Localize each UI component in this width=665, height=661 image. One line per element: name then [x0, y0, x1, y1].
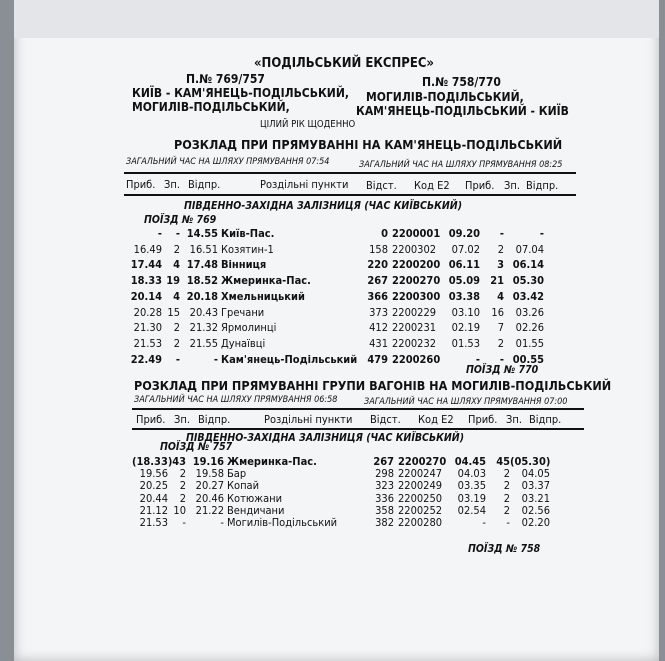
cell-stop2: 16	[491, 305, 504, 319]
cell-dist: 158	[369, 242, 388, 256]
cell-stop: 10	[173, 503, 186, 517]
cell-dist: 323	[375, 479, 394, 493]
table-row	[14, 243, 659, 256]
cell-stop: -	[182, 516, 186, 529]
table-row	[14, 479, 659, 492]
cell-arr: 22.49	[130, 352, 162, 366]
col-stop-return: Зп.	[504, 179, 520, 192]
section2-title: РОЗКЛАД ПРИ ПРЯМУВАННІ ГРУПИ ВАГОНІВ НА МОГИЛІВ-ПОДІЛЬСЬКИЙ	[134, 378, 612, 393]
cell-dist: 412	[369, 321, 388, 335]
cell-stop2: 7	[497, 321, 504, 335]
cell-dep: 20.43	[189, 305, 218, 319]
section1-title: РОЗКЛАД ПРИ ПРЯМУВАННІ НА КАМ'ЯНЕЦЬ-ПОДІЛЬСЬКИЙ	[174, 137, 563, 152]
cell-code: 2200280	[398, 516, 443, 529]
cell-arr2: 03.35	[457, 479, 486, 493]
cell-dep: 14.55	[186, 227, 218, 240]
section2-train-bottom: ПОЇЗД № 758	[468, 543, 541, 555]
cell-dist: 0	[381, 227, 388, 240]
cell-code: 2200247	[398, 467, 443, 481]
col-arrival: Приб.	[136, 413, 166, 426]
cell-dep2: 06.14	[512, 258, 544, 272]
cell-dep: -	[213, 352, 218, 366]
table-row	[14, 467, 659, 480]
cell-dep: 16.51	[189, 242, 218, 256]
right-route-line-2: КАМ'ЯНЕЦЬ-ПОДІЛЬСЬКИЙ - КИЇВ	[356, 104, 569, 118]
cell-arr2: 04.03	[457, 467, 486, 481]
table-row	[14, 337, 659, 350]
cell-dep2: 03.37	[521, 479, 550, 493]
cell-station: Копай	[227, 479, 260, 493]
cell-arr2: 04.45	[454, 455, 486, 468]
cell-arr2: 02.54	[457, 503, 486, 517]
table-row	[14, 290, 659, 303]
cell-arr: 16.49	[133, 242, 162, 256]
cell-dist: 267	[367, 274, 388, 288]
page-top-shading	[14, 0, 659, 38]
cell-arr: 18.33	[130, 274, 162, 288]
cell-arr: 21.12	[139, 503, 168, 517]
cell-station: Козятин-1	[221, 242, 274, 256]
cell-stop2: 3	[497, 258, 504, 272]
cell-stop2: 2	[503, 503, 510, 517]
cell-stop: 2	[173, 336, 180, 350]
cell-stop2: 2	[497, 336, 504, 350]
section1-header-bottom-rule	[124, 194, 576, 196]
cell-dep: 18.52	[186, 274, 218, 288]
cell-stop: 2	[179, 479, 186, 493]
col-code: Код Е2	[418, 413, 454, 426]
cell-station: Могилів-Подільський	[227, 516, 338, 529]
cell-dep2: 05.30	[512, 274, 544, 288]
table-row	[14, 274, 659, 287]
cell-arr: (18.33)	[132, 455, 173, 468]
cell-station: Кам'янець-Подільський	[221, 352, 358, 366]
schedule-page	[14, 0, 659, 661]
cell-code: 2200231	[392, 321, 437, 335]
cell-arr2: 03.19	[457, 491, 486, 505]
cell-arr2: 06.11	[448, 258, 480, 272]
cell-station: Вендичани	[227, 503, 285, 517]
right-train-number: П.№ 758/770	[422, 75, 501, 89]
cell-station: Ярмолинці	[221, 321, 277, 335]
cell-dist: 373	[369, 305, 388, 319]
col-distance: Відст.	[366, 179, 397, 192]
table-row	[14, 492, 659, 505]
cell-stop: -	[175, 352, 180, 366]
cell-dep2: 07.04	[515, 242, 544, 256]
section1-railway: ПІВДЕННО-ЗАХІДНА ЗАЛІЗНИЦЯ (ЧАС КИЇВСЬКИЙ)	[184, 200, 463, 212]
cell-dep2: 00.55	[512, 352, 544, 366]
cell-station: Котюжани	[227, 491, 283, 505]
cell-stop2: 2	[503, 491, 510, 505]
cell-station: Хмельницький	[221, 289, 305, 303]
cell-stop2: 2	[497, 242, 504, 256]
col-stop: Зп.	[164, 178, 180, 191]
left-train-number: П.№ 769/757	[186, 72, 265, 86]
cell-dep: 20.27	[195, 479, 224, 493]
cell-arr2: -	[482, 516, 486, 529]
section1-right-total: ЗАГАЛЬНИЙ ЧАС НА ШЛЯХУ ПРЯМУВАННЯ 08:25	[359, 160, 563, 170]
cell-dep2: 02.56	[521, 503, 550, 517]
cell-stop: 19	[166, 274, 180, 288]
col-stop-return: Зп.	[506, 413, 522, 426]
table-row	[14, 321, 659, 334]
cell-arr: 21.53	[133, 336, 162, 350]
cell-code: 2200250	[398, 491, 443, 505]
cell-dep2: 03.42	[512, 289, 544, 303]
cell-arr2: 01.53	[451, 336, 480, 350]
cell-stop2: 2	[503, 467, 510, 481]
section1-train-top: ПОЇЗД № 769	[144, 214, 217, 226]
cell-code: 2200260	[392, 352, 441, 366]
cell-dist: 298	[375, 467, 394, 481]
cell-dist: 220	[367, 258, 388, 272]
col-departure-return: Відпр.	[529, 413, 562, 426]
right-route-line-1: МОГИЛІВ-ПОДІЛЬСЬКИЙ,	[366, 90, 524, 104]
cell-stop: -	[175, 227, 180, 240]
cell-dist: 479	[367, 352, 388, 366]
doc-title: «ПОДІЛЬСЬКИЙ ЕКСПРЕС»	[254, 56, 434, 71]
cell-arr2: -	[475, 352, 480, 366]
cell-stop2: 45	[496, 455, 510, 468]
cell-stop2: -	[506, 516, 510, 529]
cell-dep: 20.46	[195, 491, 224, 505]
section1-train-bottom: ПОЇЗД № 770	[466, 364, 539, 376]
cell-dep: 20.18	[186, 289, 218, 303]
cell-stop: 4	[173, 258, 180, 272]
cell-code: 2200270	[392, 274, 441, 288]
cell-station: Гречани	[221, 305, 265, 319]
cell-code: 2200229	[392, 305, 437, 319]
cell-code: 2200270	[398, 455, 447, 468]
cell-arr: -	[157, 227, 162, 240]
cell-dist: 366	[367, 289, 388, 303]
col-stations: Роздільні пункти	[260, 178, 349, 191]
cell-arr: 20.25	[139, 479, 168, 493]
cell-stop2: -	[499, 352, 504, 366]
cell-stop: 2	[179, 491, 186, 505]
table-row	[14, 455, 659, 468]
col-arrival: Приб.	[126, 178, 156, 191]
cell-dep2: 03.26	[515, 305, 544, 319]
cell-arr2: 05.09	[448, 274, 480, 288]
cell-station: Жмеринка-Пас.	[227, 455, 317, 468]
col-departure-return: Відпр.	[526, 179, 559, 192]
cell-code: 2200200	[392, 258, 441, 272]
year-round-label: ЦІЛИЙ РІК ЩОДЕННО	[260, 119, 356, 130]
section2-train-top: ПОЇЗД № 757	[160, 441, 233, 453]
table-row	[14, 516, 659, 529]
cell-arr: 21.53	[139, 516, 168, 529]
cell-station: Жмеринка-Пас.	[221, 274, 311, 288]
cell-dep2: (05.30)	[510, 455, 551, 468]
cell-stop: 2	[179, 467, 186, 481]
section2-header-top-rule	[132, 408, 584, 410]
cell-stop: 43	[172, 455, 186, 468]
cell-dep: -	[220, 516, 224, 529]
cell-code: 2200300	[392, 289, 441, 303]
cell-stop: 2	[173, 242, 180, 256]
cell-stop2: 4	[497, 289, 504, 303]
cell-arr: 19.56	[139, 467, 168, 481]
cell-dep2: 02.20	[521, 516, 550, 529]
section2-railway: ПІВДЕННО-ЗАХІДНА ЗАЛІЗНИЦЯ (ЧАС КИЇВСЬКИЙ)	[186, 432, 465, 444]
cell-dep: 21.55	[189, 336, 218, 350]
cell-dep: 19.58	[195, 467, 224, 481]
cell-arr2: 07.02	[451, 242, 480, 256]
cell-stop: 15	[167, 305, 180, 319]
cell-arr: 17.44	[130, 258, 162, 272]
cell-code: 2200232	[392, 336, 437, 350]
table-row	[14, 353, 659, 366]
table-row	[14, 306, 659, 319]
cell-station: Дунаївці	[221, 336, 266, 350]
cell-arr2: 03.38	[448, 289, 480, 303]
cell-arr: 21.30	[133, 321, 162, 335]
cell-dep: 19.16	[192, 455, 224, 468]
col-stop: Зп.	[174, 413, 190, 426]
cell-dep2: 02.26	[515, 321, 544, 335]
cell-arr: 20.44	[139, 491, 168, 505]
col-arrival-return: Приб.	[468, 413, 498, 426]
cell-code: 2200249	[398, 479, 443, 493]
left-route-line-2: МОГИЛІВ-ПОДІЛЬСЬКИЙ,	[132, 100, 290, 114]
cell-dist: 358	[375, 503, 394, 517]
cell-code: 2200001	[392, 227, 441, 240]
cell-dep: 21.22	[195, 503, 224, 517]
cell-dist: 336	[375, 491, 394, 505]
cell-dep2: 03.21	[521, 491, 550, 505]
cell-arr2: 03.10	[451, 305, 480, 319]
cell-dep2: 04.05	[521, 467, 550, 481]
cell-dep2: -	[539, 227, 544, 240]
cell-dep: 17.48	[186, 258, 218, 272]
cell-arr2: 02.19	[451, 321, 480, 335]
col-stations: Роздільні пункти	[264, 413, 353, 426]
cell-station: Вінниця	[221, 258, 267, 272]
cell-station: Київ-Пас.	[221, 227, 275, 240]
cell-code: 2200302	[392, 242, 437, 256]
table-row	[14, 227, 659, 240]
table-row	[14, 504, 659, 517]
section2-header-bottom-rule	[132, 428, 584, 430]
section1-header-top-rule	[124, 172, 576, 174]
cell-arr2: 09.20	[448, 227, 480, 240]
section2-right-total: ЗАГАЛЬНИЙ ЧАС НА ШЛЯХУ ПРЯМУВАННЯ 07:00	[364, 397, 568, 407]
cell-arr: 20.14	[130, 289, 162, 303]
cell-stop: 2	[173, 321, 180, 335]
cell-arr: 20.28	[133, 305, 162, 319]
table-row	[14, 258, 659, 271]
col-distance: Відст.	[370, 413, 401, 426]
col-code: Код Е2	[414, 179, 450, 192]
cell-stop: 4	[173, 289, 180, 303]
cell-dist: 267	[373, 455, 394, 468]
cell-dep: 21.32	[189, 321, 218, 335]
cell-station: Бар	[227, 467, 247, 481]
col-departure: Відпр.	[198, 413, 231, 426]
cell-code: 2200252	[398, 503, 443, 517]
left-route-line-1: КИЇВ - КАМ'ЯНЕЦЬ-ПОДІЛЬСЬКИЙ,	[132, 86, 349, 100]
cell-dist: 382	[375, 516, 394, 529]
cell-stop2: -	[499, 227, 504, 240]
cell-stop2: 2	[503, 479, 510, 493]
section1-left-total: ЗАГАЛЬНИЙ ЧАС НА ШЛЯХУ ПРЯМУВАННЯ 07:54	[126, 157, 330, 167]
section2-left-total: ЗАГАЛЬНИЙ ЧАС НА ШЛЯХУ ПРЯМУВАННЯ 06:58	[134, 395, 338, 405]
cell-dep2: 01.55	[515, 336, 544, 350]
col-arrival-return: Приб.	[465, 179, 495, 192]
col-departure: Відпр.	[188, 178, 221, 191]
cell-dist: 431	[369, 336, 388, 350]
cell-stop2: 21	[490, 274, 504, 288]
